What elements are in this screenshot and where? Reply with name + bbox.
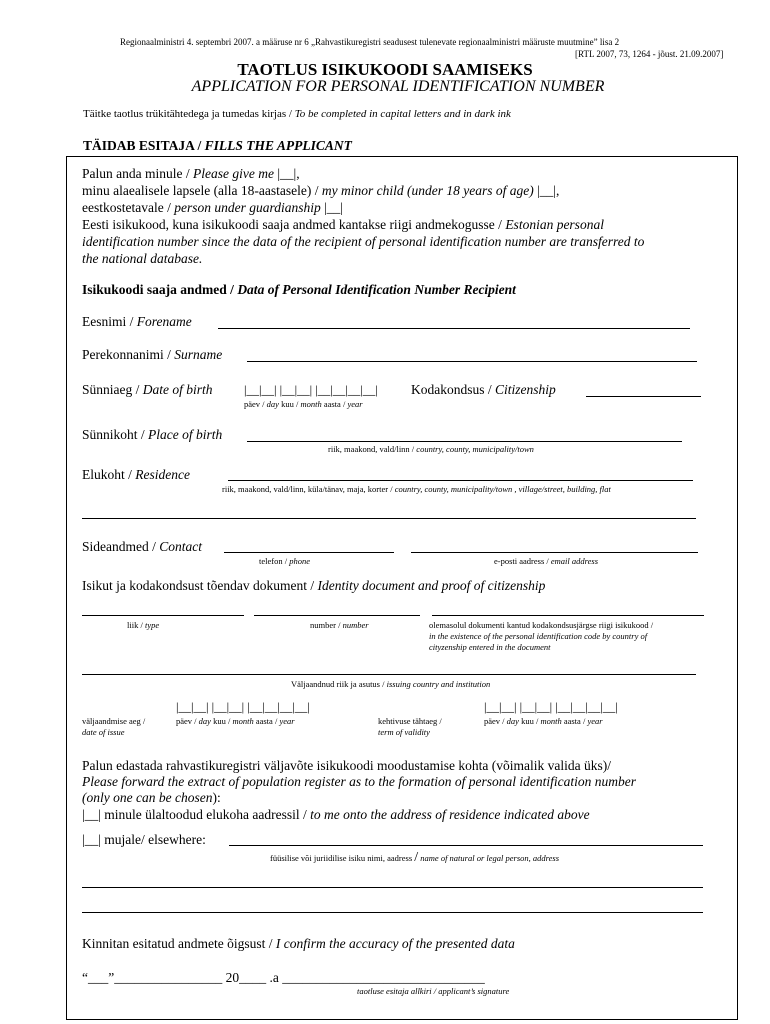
request-minor-et: minu alaealisele lapsele (alla 18-aastasele) / (82, 183, 322, 198)
request-minor-checkbox[interactable]: |__|, (533, 183, 560, 198)
instruction-en: To be completed in capital letters and in dark ink (291, 108, 511, 120)
validity-label-et: kehtivuse tähtaeg / (378, 716, 442, 726)
residence-label-et: Elukoht / (82, 467, 136, 482)
elsewhere-field[interactable] (229, 845, 703, 846)
dob-sub-month-en: month (300, 399, 322, 409)
pob-field[interactable] (247, 441, 682, 442)
date-signature-line[interactable]: “___”________________ 20____ .a ______________________________ (82, 970, 485, 985)
residence-label (82, 467, 190, 483)
forward-line2: Please forward the extract of population register as to the formation of personal identification number (82, 774, 636, 789)
forward-option-elsewhere (82, 832, 206, 848)
residence-label-en: Residence (135, 467, 190, 482)
forward-line3-tail: ): (212, 790, 221, 805)
forward-option-self (82, 807, 590, 823)
issue-sub-month-et: kuu / (210, 716, 233, 726)
issue-sub-year-en: year (279, 716, 295, 726)
elsewhere-sublabel-en: name of natural or legal person, address (418, 853, 560, 863)
phone-sublabel-et: telefon / (259, 556, 290, 566)
instruction-et: Täitke taotlus trükitähtedega ja tumedas kirjas / (83, 108, 292, 120)
request-reason-en: Estonian personal (505, 217, 604, 232)
email-field[interactable] (411, 552, 698, 553)
document-heading-et: Isikut ja kodakondsust tõendav dokument / (82, 578, 318, 593)
forename-field[interactable] (218, 328, 690, 329)
surname-label-et: Perekonnanimi / (82, 347, 175, 362)
form-title-en: APPLICATION FOR PERSONAL IDENTIFICATION NUMBER (191, 78, 605, 95)
request-self-checkbox[interactable]: |__|, (273, 166, 300, 181)
residence-field[interactable] (228, 480, 693, 481)
regulation-citation: [RTL 2007, 73, 1264 - jõust. 21.09.2007] (575, 49, 724, 59)
issuer-sublabel (291, 679, 490, 689)
contact-label-en: Contact (159, 539, 202, 554)
regulation-reference: Regionaalministri 4. septembri 2007. a määruse nr 6 „Rahvastikuregistri seadusest tulenevate regionaalministri määruste muutmine” lisa 2 (120, 37, 620, 47)
instruction (83, 108, 511, 120)
document-number-et: number / (310, 620, 343, 630)
confirm-text (82, 936, 515, 952)
forward-option-self-en: to me onto the address of residence indicated above (310, 807, 590, 822)
issue-sub-day-et: päev / (176, 716, 199, 726)
request-self-en: Please give me (192, 166, 274, 181)
forename-label (82, 314, 192, 330)
request-guardian-checkbox[interactable]: |__| (320, 200, 344, 215)
forward-option-self-checkbox[interactable]: |__| (82, 807, 101, 822)
pob-sublabel-et: riik, maakond, vald/linn / (328, 444, 417, 454)
document-type-en: type (144, 620, 160, 630)
request-self-et: Palun anda minule / (82, 166, 193, 181)
issue-date-boxes[interactable]: |__|__| |__|__| |__|__|__|__| (176, 700, 310, 714)
document-number-en: number (342, 620, 369, 630)
recipient-heading-et: Isikukoodi saaja andmed / (82, 282, 238, 297)
issuer-field[interactable] (82, 674, 696, 675)
residence-sublabel-en: country, county, municipality/town , village/street, building, flat (394, 484, 611, 494)
citizenship-label (411, 382, 556, 398)
contact-label-et: Sideandmed / (82, 539, 160, 554)
document-personal-code-field[interactable] (432, 615, 704, 616)
request-self (82, 166, 300, 182)
signature-sublabel: taotluse esitaja allkiri / applicant’s signature (357, 986, 510, 996)
validity-date-boxes[interactable]: |__|__| |__|__| |__|__|__|__| (484, 700, 618, 714)
issue-sub-year-et: aasta / (253, 716, 280, 726)
document-heading (82, 578, 545, 594)
request-guardian-et: eestkostetavale / (82, 200, 175, 215)
pob-label (82, 427, 222, 443)
pob-sublabel-en: country, county, municipality/town (416, 444, 534, 454)
confirm-text-en: I confirm the accuracy of the presented data (275, 936, 515, 951)
elsewhere-field-line2[interactable] (82, 887, 703, 888)
issue-date-label-en: date of issue (82, 727, 125, 737)
dob-label-en: Date of birth (142, 382, 213, 397)
residence-field-line2[interactable] (82, 518, 696, 519)
residence-sublabel (222, 484, 611, 494)
document-type-field[interactable] (82, 615, 244, 616)
document-number-field[interactable] (254, 615, 420, 616)
request-guardian (82, 200, 343, 216)
document-code-sublabel-et: olemasolul dokumenti kantud kodakondsusjärgse riigi isikukood / (429, 620, 654, 630)
request-reason-line3: the national database. (82, 251, 203, 266)
surname-field[interactable] (247, 361, 697, 362)
document-heading-en: Identity document and proof of citizenship (317, 578, 546, 593)
request-reason-et: Eesti isikukood, kuna isikukoodi saaja andmed kantakse riigi andmekogusse / (82, 217, 506, 232)
dob-sub-day-et: päev / (244, 399, 267, 409)
forward-line1: Palun edastada rahvastikuregistri väljavõte isikukoodi moodustamise kohta (võimalik valida üks)/ (82, 758, 612, 773)
pob-label-en: Place of birth (148, 427, 223, 442)
pob-sublabel (328, 444, 534, 454)
forward-line3 (82, 790, 221, 806)
elsewhere-sublabel-slash: / (414, 850, 419, 865)
document-type-et: liik / (127, 620, 145, 630)
val-sub-year-et: aasta / (561, 716, 588, 726)
request-reason-line1 (82, 217, 604, 233)
surname-label (82, 347, 222, 363)
issuer-sublabel-en: issuing country and institution (386, 679, 491, 689)
forename-label-et: Eesnimi / (82, 314, 137, 329)
section-applicant-heading (83, 138, 352, 154)
val-sub-month-en: month (540, 716, 562, 726)
val-sub-month-et: kuu / (518, 716, 541, 726)
val-sub-day-en: day (506, 716, 519, 726)
issue-sub-month-en: month (232, 716, 254, 726)
document-code-sublabel-en2: cityzenship entered in the document (429, 642, 551, 652)
document-number-sublabel (310, 620, 369, 630)
phone-field[interactable] (224, 552, 394, 553)
request-minor-en: my minor child (under 18 years of age) (321, 183, 534, 198)
elsewhere-sublabel (270, 850, 559, 866)
citizenship-field[interactable] (586, 396, 701, 397)
forward-option-self-et: minule ülaltoodud elukoha aadressil / (100, 807, 311, 822)
contact-label (82, 539, 202, 555)
elsewhere-field-line3[interactable] (82, 912, 703, 913)
forward-option-elsewhere-label: mujale/ elsewhere: (100, 832, 206, 847)
issuer-sublabel-et: Väljaandnud riik ja asutus / (291, 679, 387, 689)
issue-sub-day-en: day (198, 716, 211, 726)
pob-label-et: Sünnikoht / (82, 427, 149, 442)
validity-date-sublabel (484, 716, 603, 726)
issue-date-label-et: väljaandmise aeg / (82, 716, 146, 726)
form-title-et: TAOTLUS ISIKUKOODI SAAMISEKS (237, 60, 533, 79)
forward-option-elsewhere-checkbox[interactable]: |__| (82, 832, 101, 847)
request-minor (82, 183, 559, 199)
elsewhere-sublabel-et: füüsilise või juriidilise isiku nimi, aadress (270, 853, 415, 863)
document-type-sublabel (127, 620, 159, 630)
document-code-sublabel-en1: in the existence of the personal identification code by country of (429, 631, 648, 641)
validity-label-en: term of validity (378, 727, 430, 737)
surname-label-en: Surname (174, 347, 223, 362)
recipient-heading-en: Data of Personal Identification Number Recipient (237, 282, 516, 297)
request-guardian-en: person under guardianship (174, 200, 321, 215)
dob-label-et: Sünniaeg / (82, 382, 143, 397)
dob-sub-year-en: year (347, 399, 363, 409)
citizenship-label-en: Citizenship (495, 382, 556, 397)
section-applicant-et: TÄIDAB ESITAJA / (83, 138, 205, 153)
val-sub-year-en: year (587, 716, 603, 726)
email-sublabel-et: e-posti aadress / (494, 556, 551, 566)
dob-sub-month-et: kuu / (278, 399, 301, 409)
residence-sublabel-et: riik, maakond, vald/linn, küla/tänav, maja, korter / (222, 484, 395, 494)
phone-sublabel-en: phone (289, 556, 310, 566)
email-sublabel-en: email address (550, 556, 599, 566)
citizenship-label-et: Kodakondsus / (411, 382, 495, 397)
dob-sublabel (244, 399, 363, 409)
phone-sublabel (259, 556, 310, 566)
val-sub-day-et: päev / (484, 716, 507, 726)
dob-sub-day-en: day (266, 399, 279, 409)
dob-boxes[interactable]: |__|__| |__|__| |__|__|__|__| (244, 383, 378, 397)
dob-label (82, 382, 213, 398)
issue-date-sublabel (176, 716, 295, 726)
section-applicant-en: FILLS THE APPLICANT (204, 138, 352, 153)
email-sublabel (494, 556, 598, 566)
request-reason-line2: identification number since the data of the recipient of personal identification number are transferred to (82, 234, 645, 249)
confirm-text-et: Kinnitan esitatud andmete õigsust / (82, 936, 276, 951)
recipient-heading (82, 282, 516, 298)
forward-line3-en: (only one can be chosen (82, 790, 213, 805)
dob-sub-year-et: aasta / (321, 399, 348, 409)
forename-label-en: Forename (136, 314, 192, 329)
